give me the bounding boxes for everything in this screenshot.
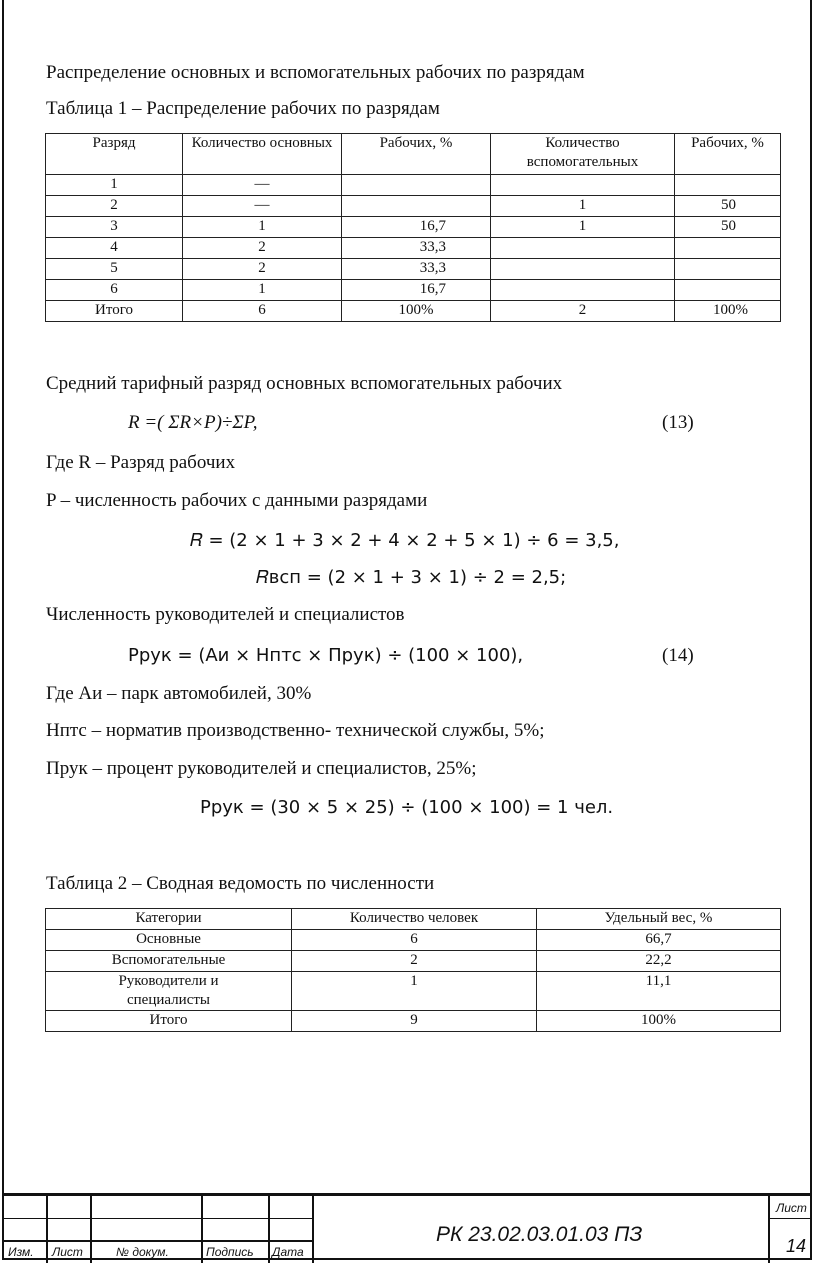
- cell: Руководители и специалисты: [46, 972, 292, 1011]
- cell: 50: [675, 217, 781, 238]
- divider: [312, 1196, 314, 1263]
- header-cell: Рабочих, %: [342, 134, 491, 175]
- cell: —: [183, 196, 342, 217]
- divider: [768, 1196, 770, 1263]
- cell: 2: [183, 259, 342, 280]
- cell: 6: [183, 301, 342, 322]
- sheet-label: Лист: [776, 1201, 807, 1215]
- cell: [675, 259, 781, 280]
- cell: [675, 280, 781, 301]
- cell: 1: [491, 196, 675, 217]
- header-cell: Разряд: [46, 134, 183, 175]
- table-row: [46, 196, 781, 217]
- divider: [2, 1240, 312, 1242]
- cell: 100%: [537, 1011, 781, 1032]
- cell: [491, 175, 675, 196]
- formula-14: Ррук = (Аи × Нптс × Прук) ÷ (100 × 100),: [128, 645, 524, 666]
- header-cell: Удельный вес, %: [537, 909, 781, 930]
- cell: 4: [46, 238, 183, 259]
- where-nptc: Нптс – норматив производственно- технической службы, 5%;: [46, 720, 545, 741]
- table-total-row: [46, 301, 781, 322]
- where-r: Где R – Разряд рабочих: [46, 452, 236, 473]
- table-row: [46, 238, 781, 259]
- cell: 16,7: [342, 280, 491, 301]
- calc-rvsp: 𝑅всп = (2 × 1 + 3 × 1) ÷ 2 = 2,5;: [256, 567, 567, 588]
- table-row: [46, 951, 781, 972]
- cell: 6: [292, 930, 537, 951]
- cell: [491, 238, 675, 259]
- cell: Основные: [46, 930, 292, 951]
- cell: 33,3: [342, 238, 491, 259]
- calc-pruk: Ррук = (30 × 5 × 25) ÷ (100 × 100) = 1 чел.: [200, 797, 614, 818]
- cell: 1: [183, 280, 342, 301]
- cell: [675, 175, 781, 196]
- sheet-number: 14: [786, 1236, 807, 1256]
- table-grades: [45, 133, 781, 322]
- title-block: [2, 1193, 812, 1263]
- cell: 16,7: [342, 217, 491, 238]
- list-label: Лист: [52, 1245, 83, 1259]
- document-code: РК 23.02.03.01.03 ПЗ: [436, 1223, 643, 1246]
- cell: [342, 196, 491, 217]
- cell: Итого: [46, 1011, 292, 1032]
- header-cell: Количество основных: [183, 134, 342, 175]
- cell: 1: [491, 217, 675, 238]
- cell: 2: [183, 238, 342, 259]
- table-row: [46, 930, 781, 951]
- cell: 2: [292, 951, 537, 972]
- cell: 5: [46, 259, 183, 280]
- table2-caption: Таблица 2 – Сводная ведомость по численности: [46, 873, 435, 894]
- avg-grade-text: Средний тарифный разряд основных вспомогательных рабочих: [46, 373, 563, 394]
- managers-text: Численность руководителей и специалистов: [46, 604, 405, 625]
- table-summary: [45, 908, 781, 1032]
- table-total-row: [46, 1011, 781, 1032]
- cell: 11,1: [537, 972, 781, 1011]
- cell: [342, 175, 491, 196]
- section-heading: Распределение основных и вспомогательных рабочих по разрядам: [46, 62, 585, 83]
- formula-14-number: (14): [662, 645, 694, 666]
- cell: 6: [46, 280, 183, 301]
- cell: 1: [292, 972, 537, 1011]
- divider: [2, 1218, 312, 1219]
- header-cell: Рабочих, %: [675, 134, 781, 175]
- cell: 100%: [675, 301, 781, 322]
- cell: 100%: [342, 301, 491, 322]
- date-label: Дата: [272, 1245, 304, 1259]
- where-p: P – численность рабочих с данными разрядами: [46, 490, 428, 511]
- divider: [768, 1218, 812, 1219]
- calc-r: 𝑅 = (2 × 1 + 3 × 2 + 4 × 2 + 5 × 1) ÷ 6 = 3,5,: [190, 530, 620, 551]
- divider: [201, 1196, 203, 1263]
- cell: [675, 238, 781, 259]
- header-cell: Категории: [46, 909, 292, 930]
- table-header-row: [46, 134, 781, 175]
- signature-label: Подпись: [206, 1245, 254, 1259]
- doc-number-label: № докум.: [116, 1245, 169, 1259]
- cell: [491, 259, 675, 280]
- cell: 3: [46, 217, 183, 238]
- cell: 66,7: [537, 930, 781, 951]
- table1-caption: Таблица 1 – Распределение рабочих по разрядам: [46, 98, 440, 119]
- table-row: [46, 217, 781, 238]
- cell: 2: [46, 196, 183, 217]
- table-row: [46, 972, 781, 1011]
- cell: —: [183, 175, 342, 196]
- divider: [90, 1196, 92, 1263]
- table-row: [46, 280, 781, 301]
- cell: 1: [46, 175, 183, 196]
- cell: 50: [675, 196, 781, 217]
- cell: 33,3: [342, 259, 491, 280]
- divider: [46, 1196, 48, 1263]
- izm-label: Изм.: [8, 1245, 34, 1259]
- cell: Итого: [46, 301, 183, 322]
- formula-13: R =( ΣR×P)÷ΣP,: [128, 412, 258, 433]
- formula-13-number: (13): [662, 412, 694, 433]
- cell: [491, 280, 675, 301]
- table-header-row: [46, 909, 781, 930]
- cell: 22,2: [537, 951, 781, 972]
- header-cell: Количество человек: [292, 909, 537, 930]
- header-cell: Количество вспомогательных: [491, 134, 675, 175]
- where-pruk: Прук – процент руководителей и специалистов, 25%;: [46, 758, 477, 779]
- table-row: [46, 175, 781, 196]
- cell: 9: [292, 1011, 537, 1032]
- table-row: [46, 259, 781, 280]
- divider: [268, 1196, 270, 1263]
- cell: Вспомогательные: [46, 951, 292, 972]
- where-ai: Где Аи – парк автомобилей, 30%: [46, 683, 312, 704]
- cell: 2: [491, 301, 675, 322]
- cell: 1: [183, 217, 342, 238]
